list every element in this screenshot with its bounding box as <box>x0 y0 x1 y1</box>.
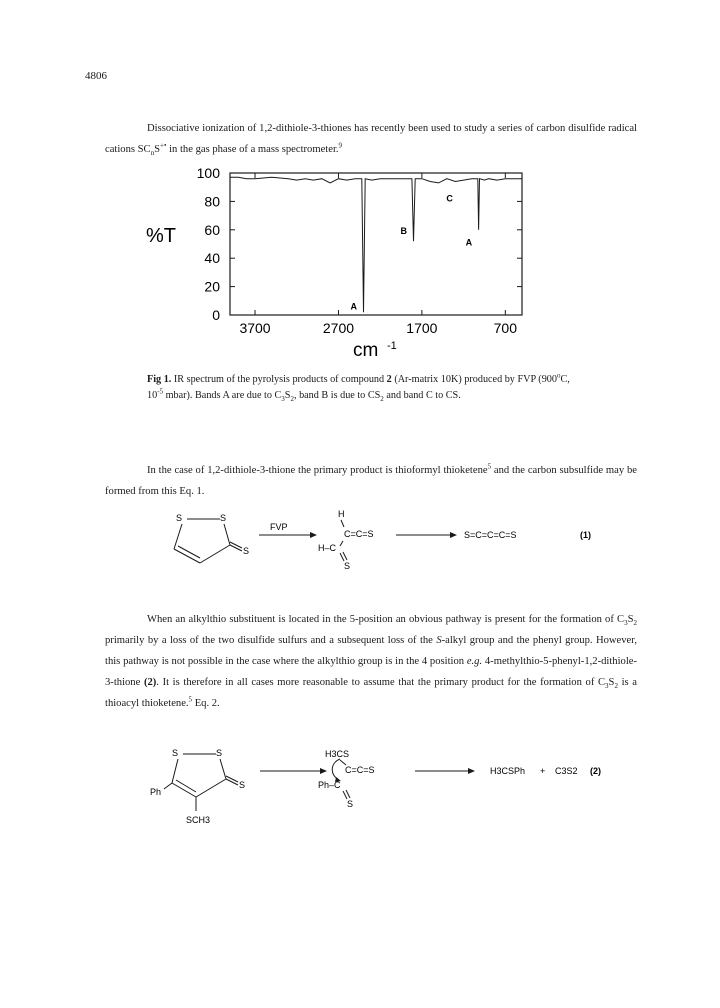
p3-sub-1: 3 <box>624 619 628 628</box>
y-tick-label: 100 <box>196 165 220 181</box>
ring2-sulfur-left: S <box>172 748 179 758</box>
ring2-thione-sulfur: S <box>239 780 246 790</box>
p3-ref: 5 <box>188 695 193 704</box>
substituted-dithiolethione-ring <box>164 754 238 811</box>
p3-sub-4: 2 <box>614 682 618 691</box>
product-c3s2: S=C=C=C=S <box>464 530 517 540</box>
product-c3s2-eq2: C3S2 <box>555 766 578 776</box>
intermediate-s-bottom: S <box>344 561 351 571</box>
x-tick-label: 700 <box>493 320 517 336</box>
band-annotation: A <box>350 301 357 312</box>
p3-text-b: primarily by a loss of the two disulfide sulfurs and a subsequent loss of the <box>105 635 437 646</box>
p3-text-f: is a thioacyl thioketene. <box>105 677 637 709</box>
p1-ref: 9 <box>338 141 343 150</box>
band-annotation: A <box>465 237 473 248</box>
p3-sub-2: 2 <box>633 619 637 628</box>
caption-text-7: and band C to CS. <box>383 390 461 401</box>
paragraph-eq2-intro <box>105 609 637 714</box>
p3-text-e: . It is therefore in all cases more reasonable to assume that the primary product for the formation of C <box>156 677 606 688</box>
p3-compound-2: (2) <box>143 677 157 688</box>
y-axis-label: %T <box>146 225 176 247</box>
intermediate2-phc: Ph–C <box>318 780 341 790</box>
p3-text-g: Eq. 2. <box>192 698 220 709</box>
reaction-scheme-2 <box>150 745 620 840</box>
x-axis-label: cm <box>353 340 379 361</box>
x-tick-label: 3700 <box>239 320 271 336</box>
arrow-1-head <box>310 532 317 538</box>
intermediate-h-top: H <box>338 509 345 519</box>
ir-spectrum-chart <box>130 160 550 365</box>
arrow-2-head <box>450 532 457 538</box>
plus-sign: + <box>540 766 546 776</box>
p1-sup-charge: +• <box>160 141 167 150</box>
spectrum-line <box>230 177 522 312</box>
equation-label-2: (2) <box>590 766 601 776</box>
band-annotation: C <box>446 193 453 204</box>
intermediate2-h3cs: H3CS <box>325 749 350 759</box>
ring2-phenyl: Ph <box>150 787 162 797</box>
intermediate2-s-bottom: S <box>347 799 354 809</box>
y-tick-label: 80 <box>204 193 220 210</box>
p3-s-3: S <box>608 677 615 688</box>
product-h3csph: H3CSPh <box>490 766 526 776</box>
x-tick-label: 2700 <box>322 320 355 336</box>
caption-degree: o <box>556 371 561 380</box>
caption-text-3: C, 10 <box>147 374 570 401</box>
x-tick-label: 1700 <box>406 320 438 336</box>
caption-exponent: -5 <box>157 387 164 396</box>
intermediate-hc: H–C <box>318 543 337 553</box>
ring2-methylthio: SCH3 <box>186 815 211 825</box>
thione-sulfur: S <box>243 546 250 556</box>
equation-label-1: (1) <box>580 530 591 540</box>
ring-sulfur-left: S <box>176 513 183 523</box>
p2-text-b: and the carbon subsulfide may be formed from this Eq. 1. <box>105 465 637 497</box>
ring-sulfur-right: S <box>220 513 227 523</box>
reaction-scheme-1 <box>160 505 620 585</box>
arrow-3-head <box>320 768 327 774</box>
caption-text-5: S <box>284 390 291 401</box>
paragraph-eq1-intro <box>105 460 637 502</box>
paragraph-intro <box>105 118 637 160</box>
intermediate2-chain: C=C=S <box>345 765 375 775</box>
y-tick-label: 0 <box>212 307 220 323</box>
caption-text-6: , band B is due to CS <box>293 390 381 401</box>
p2-ref: 5 <box>487 462 492 471</box>
caption-compound: 2 <box>386 374 392 385</box>
p3-eg: e.g. <box>466 656 483 667</box>
p3-italic-s: S <box>436 635 442 646</box>
p1-text-a: Dissociative ionization of 1,2-dithiole-3-thiones has recently been used to study a series of carbon disulfide radical cations SC <box>105 123 637 155</box>
p2-text-a: In the case of 1,2-dithiole-3-thione the primary product is thioformyl thioketene <box>147 465 488 476</box>
p3-sub-3: 3 <box>605 682 609 691</box>
page-number: 4806 <box>85 70 107 82</box>
figure-caption <box>147 372 577 404</box>
y-tick-label: 40 <box>204 250 220 267</box>
p3-text-a: When an alkylthio substituent is located in the 5-position an obvious pathway is present for the formation of C <box>147 614 625 625</box>
electron-arrow <box>332 759 340 779</box>
caption-sub-2: 2 <box>290 395 294 404</box>
p3-s-1: S <box>627 614 634 625</box>
p1-sub-n: n <box>150 149 155 158</box>
arrow-4-head <box>468 768 475 774</box>
y-tick-label: 20 <box>204 278 220 295</box>
caption-sub-1: 3 <box>281 395 285 404</box>
reagent-fvp: FVP <box>270 522 288 532</box>
p3-text-d: 4-methylthio-5-phenyl-1,2-dithiole-3-thione <box>105 656 637 688</box>
p3-text-c: -alkyl group and the phenyl group. However, this pathway is not possible in the case where the alkylthio group is in the 4 position <box>105 635 637 667</box>
ring2-sulfur-right: S <box>216 748 223 758</box>
x-axis-label-exponent: -1 <box>387 340 397 352</box>
p1-text-s: S <box>154 144 161 155</box>
caption-text-1: IR spectrum of the pyrolysis products of compound <box>171 374 387 385</box>
band-annotation: B <box>400 226 408 237</box>
caption-text-2: (Ar-matrix 10K) produced by FVP (900 <box>391 374 557 385</box>
intermediate-chain: C=C=S <box>344 529 374 539</box>
y-tick-label: 60 <box>204 221 220 238</box>
caption-text-4: mbar). Bands A are due to C <box>163 390 282 401</box>
p1-text-b: in the gas phase of a mass spectrometer. <box>166 144 339 155</box>
caption-label: Fig 1. <box>147 374 172 385</box>
dithiolethione-ring <box>174 519 242 563</box>
caption-sub-3: 2 <box>380 395 384 404</box>
